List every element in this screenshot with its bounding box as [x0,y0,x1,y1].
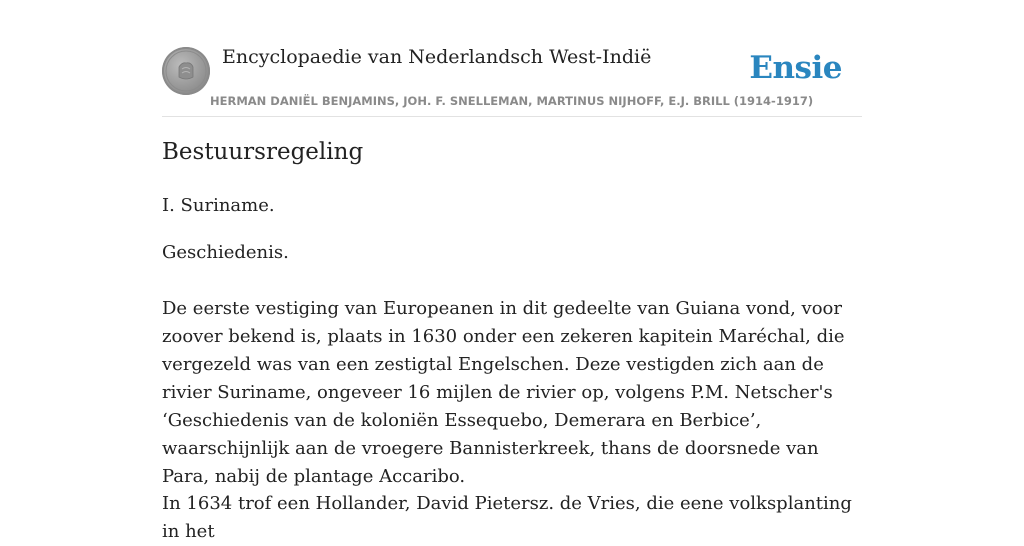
brand-logo-link[interactable]: Ensie [749,50,842,86]
subsection-heading: Geschiedenis. [162,242,289,263]
article-paragraph: In 1634 trof een Hollander, David Pietersz. de Vries, die eene volksplanting in het [162,493,852,542]
book-title-link[interactable]: Encyclopaedie van Nederlandsch West-Indië [222,46,652,68]
coin-emblem-icon[interactable] [162,47,210,95]
article-paragraph: De eerste vestiging van Europeanen in dit gedeelte van Guiana vond, voor zoover bekend is, plaats in 1630 onder een zekeren kapitein Maréchal, die vergezeld was van een zestigtal Engelschen. Deze vestigden zich aan de rivier Suriname, ongeveer 16 mijlen de rivier op, volgens P.M. Netscher's ‘Geschiedenis van de koloniën Essequebo, Demerara en Berbice’, waarschijnlijk aan de vroegere Bannisterkreek, thans de doorsnede van Para, nabij de plantage Accaribo. [162,298,845,487]
section-heading: I. Suriname. [162,195,275,216]
content-container [162,0,862,542]
article-title: Bestuursregeling [162,139,364,165]
authors-publisher-line: HERMAN DANIËL BENJAMINS, JOH. F. SNELLEMAN, MARTINUS NIJHOFF, E.J. BRILL (1914-1917) [210,94,814,108]
site-header [162,0,862,117]
